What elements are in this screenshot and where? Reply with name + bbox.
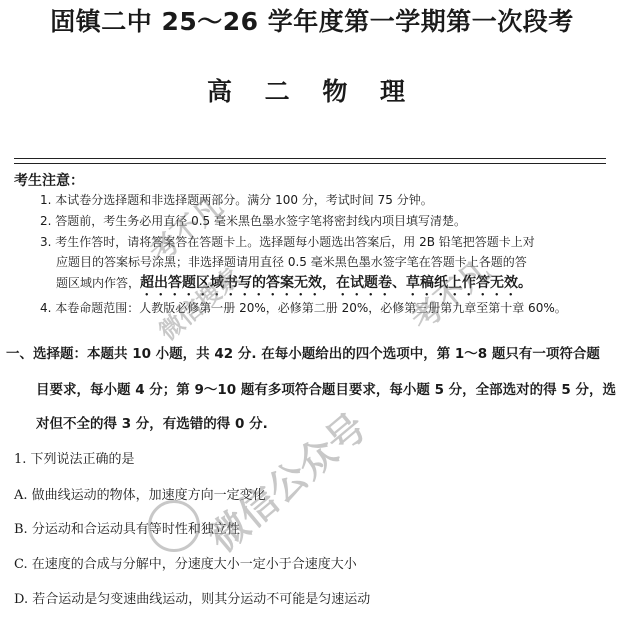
subject-title: 高 二 物 理 [206,77,418,106]
notice-item-3: 3. 考生作答时，请将答案答在答题卡上。选择题每小题选出答案后，用 2B 铅笔把答题卡上对 [40,235,535,249]
watermark-brand-c: 微信公众号 [200,404,375,561]
exam-title: 固镇二中 25～26 学年度第一学期第一次段考 [50,7,574,36]
divider-thin [14,163,606,164]
notice-emphasis: 超出答题区域书写的答案无效，在试题卷、草稿纸上作答无效。 [140,275,533,291]
watermark-brand-d: 考不凡 [405,253,497,338]
notice-item-3-cont2 [56,275,532,299]
question-stem: 1. 下列说法正确的是 [14,452,135,467]
section-heading-line-2: 目要求，每小题 4 分；第 9～10 题有多项符合题目要求，每小题 5 分，全部选对的得 5 分，选 [36,382,616,398]
divider-thick [14,158,606,159]
watermark-brand-a: 考不凡 [143,189,229,270]
notice-item-1: 1. 本试卷分选择题和非选择题两部分。满分 100 分，考试时间 75 分钟。 [40,193,433,207]
section-heading-line-1: 一、选择题：本题共 10 小题，共 42 分. 在每小题给出的四个选项中，第 1～8 题只有一项符合题 [6,346,600,362]
notice-item-3-tail: 题区域内作答， [56,276,141,290]
question-option-a: A. 做曲线运动的物体，加速度方向一定变化 [14,488,266,503]
question-option-b: B. 分运动和合运动具有等时性和独立性 [14,522,240,537]
question-option-c: C. 在速度的合成与分解中，分速度大小一定小于合速度大小 [14,557,357,572]
wechat-logo-icon [148,500,200,552]
notice-item-2: 2. 答题前，考生务必用直径 0.5 毫米黑色墨水签字笔将密封线内项目填写清楚。 [40,214,466,228]
notice-heading: 考生注意： [14,173,84,189]
section-heading-line-3: 对但不全的得 3 分，有选错的得 0 分. [36,416,268,432]
question-option-d: D. 若合运动是匀变速曲线运动，则其分运动不可能是匀速运动 [14,592,371,607]
notice-item-4: 4. 本卷命题范围：人教版必修第一册 20%，必修第二册 20%，必修第三册第九章至第十章 60%。 [40,301,567,315]
watermark-brand-b: 微信搜索 [153,262,246,347]
notice-item-3-cont: 应题目的答案标号涂黑；非选择题请用直径 0.5 毫米黑色墨水签字笔在答题卡上各题的答 [56,255,527,269]
